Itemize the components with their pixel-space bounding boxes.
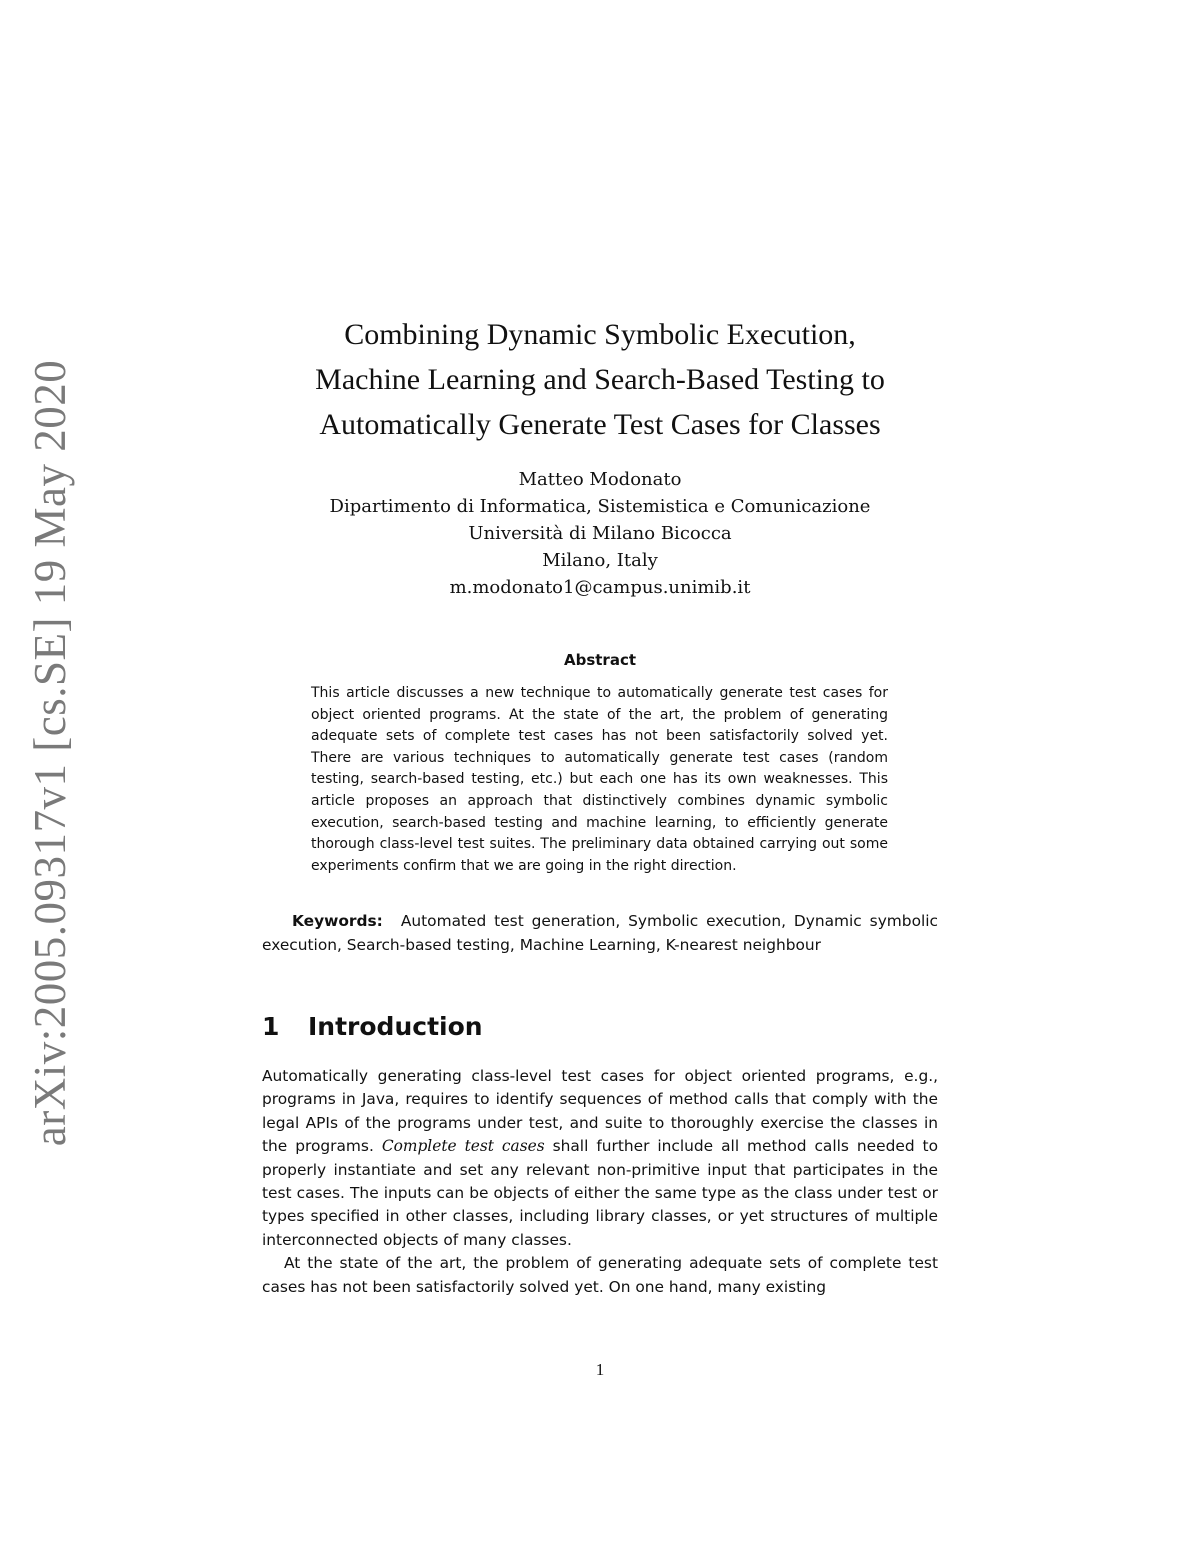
title-line: Automatically Generate Test Cases for Classes: [319, 408, 881, 441]
keywords-text: Automated test generation, Symbolic execution, Dynamic symbolic execution, Search-based testing, Machine Learning, K-nearest neighbour: [262, 912, 938, 954]
paper-title: [200, 312, 1000, 447]
page-number: 1: [595, 1360, 605, 1379]
title-line: Machine Learning and Search-Based Testing to: [315, 363, 885, 396]
author-department: Dipartimento di Informatica, Sistemistica e Comunicazione: [329, 496, 871, 517]
intro-emphasis: Complete test cases: [381, 1137, 545, 1156]
arxiv-stamp: arXiv:2005.09317v1 [cs.SE] 19 May 2020: [25, 359, 75, 1147]
author-university: Università di Milano Bicocca: [468, 523, 732, 544]
section-heading: [262, 1012, 483, 1041]
intro-paragraph: At the state of the art, the problem of generating adequate sets of complete test cases has not been satisfactorily solved yet. On one hand, many existing: [262, 1254, 938, 1296]
title-line: Combining Dynamic Symbolic Execution,: [344, 318, 856, 351]
author-name: Matteo Modonato: [518, 469, 682, 490]
intro-text: Automatically generating class-level test cases for object oriented programs, e.g., programs in Java, requires to identify sequences of method calls that comply with the legal APIs of the programs under test, and suite to thoroughly exercise the classes in the programs.: [262, 1067, 938, 1156]
section-number: 1: [262, 1012, 280, 1041]
author-location: Milano, Italy: [542, 550, 658, 571]
author-email: m.modonato1@campus.unimib.it: [449, 577, 751, 598]
author-block: [200, 466, 1000, 601]
keywords-label: Keywords:: [292, 912, 383, 930]
intro-body: [262, 1065, 938, 1299]
keywords: [262, 910, 938, 957]
intro-text: shall further include all method calls needed to properly instantiate and set any relevant non-primitive input that participates in the test cases. The inputs can be objects of either the same type as the class under test or types specified in other classes, including library classes, or yet structures of multiple interconnected objects of many classes.: [262, 1137, 939, 1249]
abstract-body: This article discusses a new technique to automatically generate test cases for object oriented programs. At the state of the art, the problem of generating adequate sets of complete test cases has not been satisfactorily solved yet. There are various techniques to automatically generate test cases (random testing, search-based testing, etc.) but each one has its own weaknesses. This article proposes an approach that distinctively combines dynamic symbolic execution, search-based testing and machine learning, to efficiently generate thorough class-level test suites. The preliminary data obtained carrying out some experiments confirm that we are going in the right direction.: [311, 685, 888, 874]
intro-paragraph: [262, 1065, 938, 1252]
abstract-heading: Abstract: [563, 651, 637, 669]
section-title: Introduction: [308, 1012, 483, 1041]
